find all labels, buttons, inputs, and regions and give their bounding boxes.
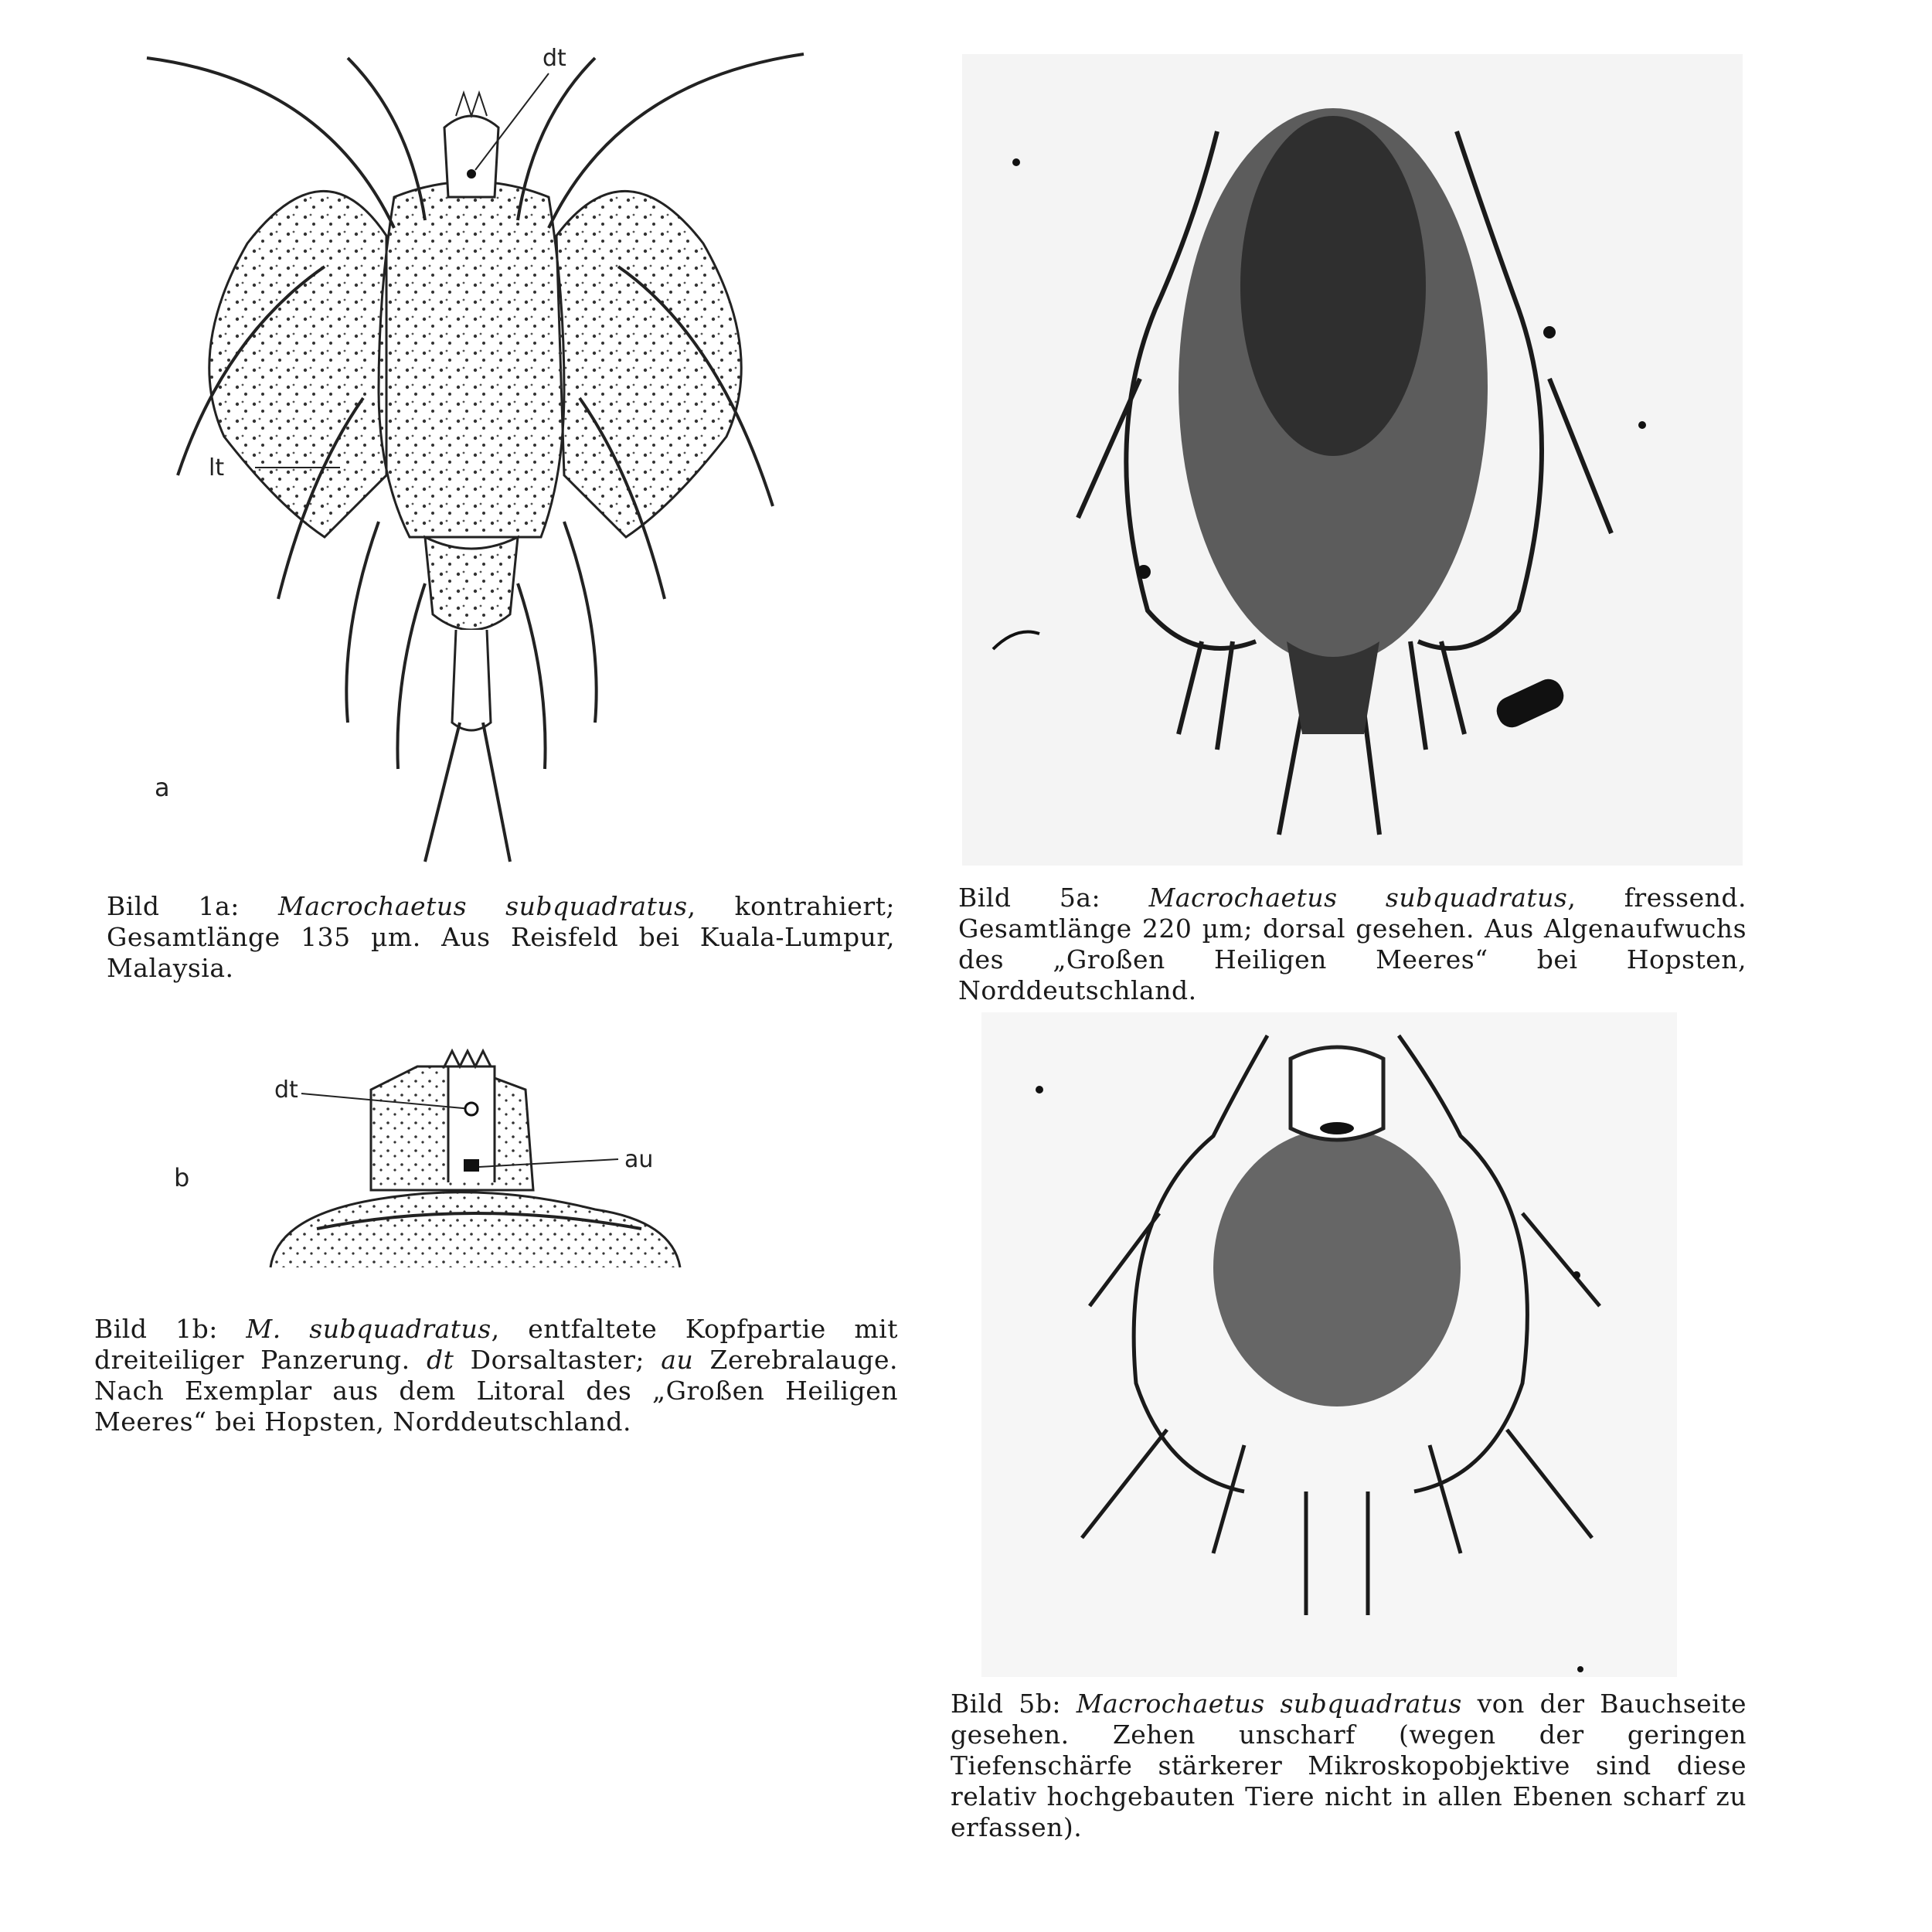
caption-species: Macrochaetus subquadratus <box>1148 883 1568 913</box>
figure-5b-photo <box>981 1012 1677 1677</box>
caption-fig1a <box>107 891 895 984</box>
label-au: au <box>624 1146 654 1173</box>
caption-text: , entfaltete Kopfpartie mit dreiteiliger Panzerung. <box>94 1314 898 1375</box>
caption-prefix: Bild 1a: <box>107 891 279 921</box>
label-dt: dt <box>543 45 566 72</box>
panel-letter-a: a <box>155 773 170 802</box>
caption-prefix: Bild 1b: <box>94 1314 247 1344</box>
caption-text: , kontrahiert; Gesamtlänge 135 µm. Aus Reisfeld bei Kuala-Lumpur, Malaysia. <box>107 891 895 983</box>
caption-fig5b <box>951 1689 1747 1843</box>
abbr-au: au <box>661 1345 694 1375</box>
caption-text: Zerebralauge. Nach Exemplar aus dem Litoral des „Großen Heiligen Meeres“ bei Hopsten, Norddeutschland. <box>94 1345 898 1437</box>
panel-letter-b: b <box>174 1163 190 1192</box>
caption-species: Macrochaetus subquadratus <box>1076 1689 1462 1719</box>
caption-fig5a <box>958 883 1747 1006</box>
caption-text: Dorsaltaster; <box>454 1345 662 1375</box>
caption-prefix: Bild 5b: <box>951 1689 1077 1719</box>
caption-prefix: Bild 5a: <box>958 883 1149 913</box>
caption-text: , fressend. Gesamtlänge 220 µm; dorsal gesehen. Aus Algenaufwuchs des „Großen Heiligen Meeres“ bei Hopsten, Norddeutschland. <box>958 883 1747 1005</box>
abbr-dt: dt <box>426 1345 454 1375</box>
caption-fig1b <box>94 1314 898 1437</box>
caption-text: von der Bauchseite gesehen. Zehen unscharf (wegen der geringen Tiefenschärfe stärkerer Mikroskopobjektive sind diese relativ hochgebauten Tiere nicht in allen Ebenen scharf zu erfassen). <box>951 1689 1747 1842</box>
label-dt: dt <box>274 1077 298 1104</box>
caption-species: M. subquadratus <box>246 1314 492 1344</box>
figure-1a-drawing <box>131 43 827 877</box>
figure-1b-drawing <box>162 1036 703 1283</box>
caption-species: Macrochaetus subquadratus <box>278 891 688 921</box>
figure-5a-photo <box>962 54 1743 866</box>
label-lt: lt <box>209 454 225 481</box>
